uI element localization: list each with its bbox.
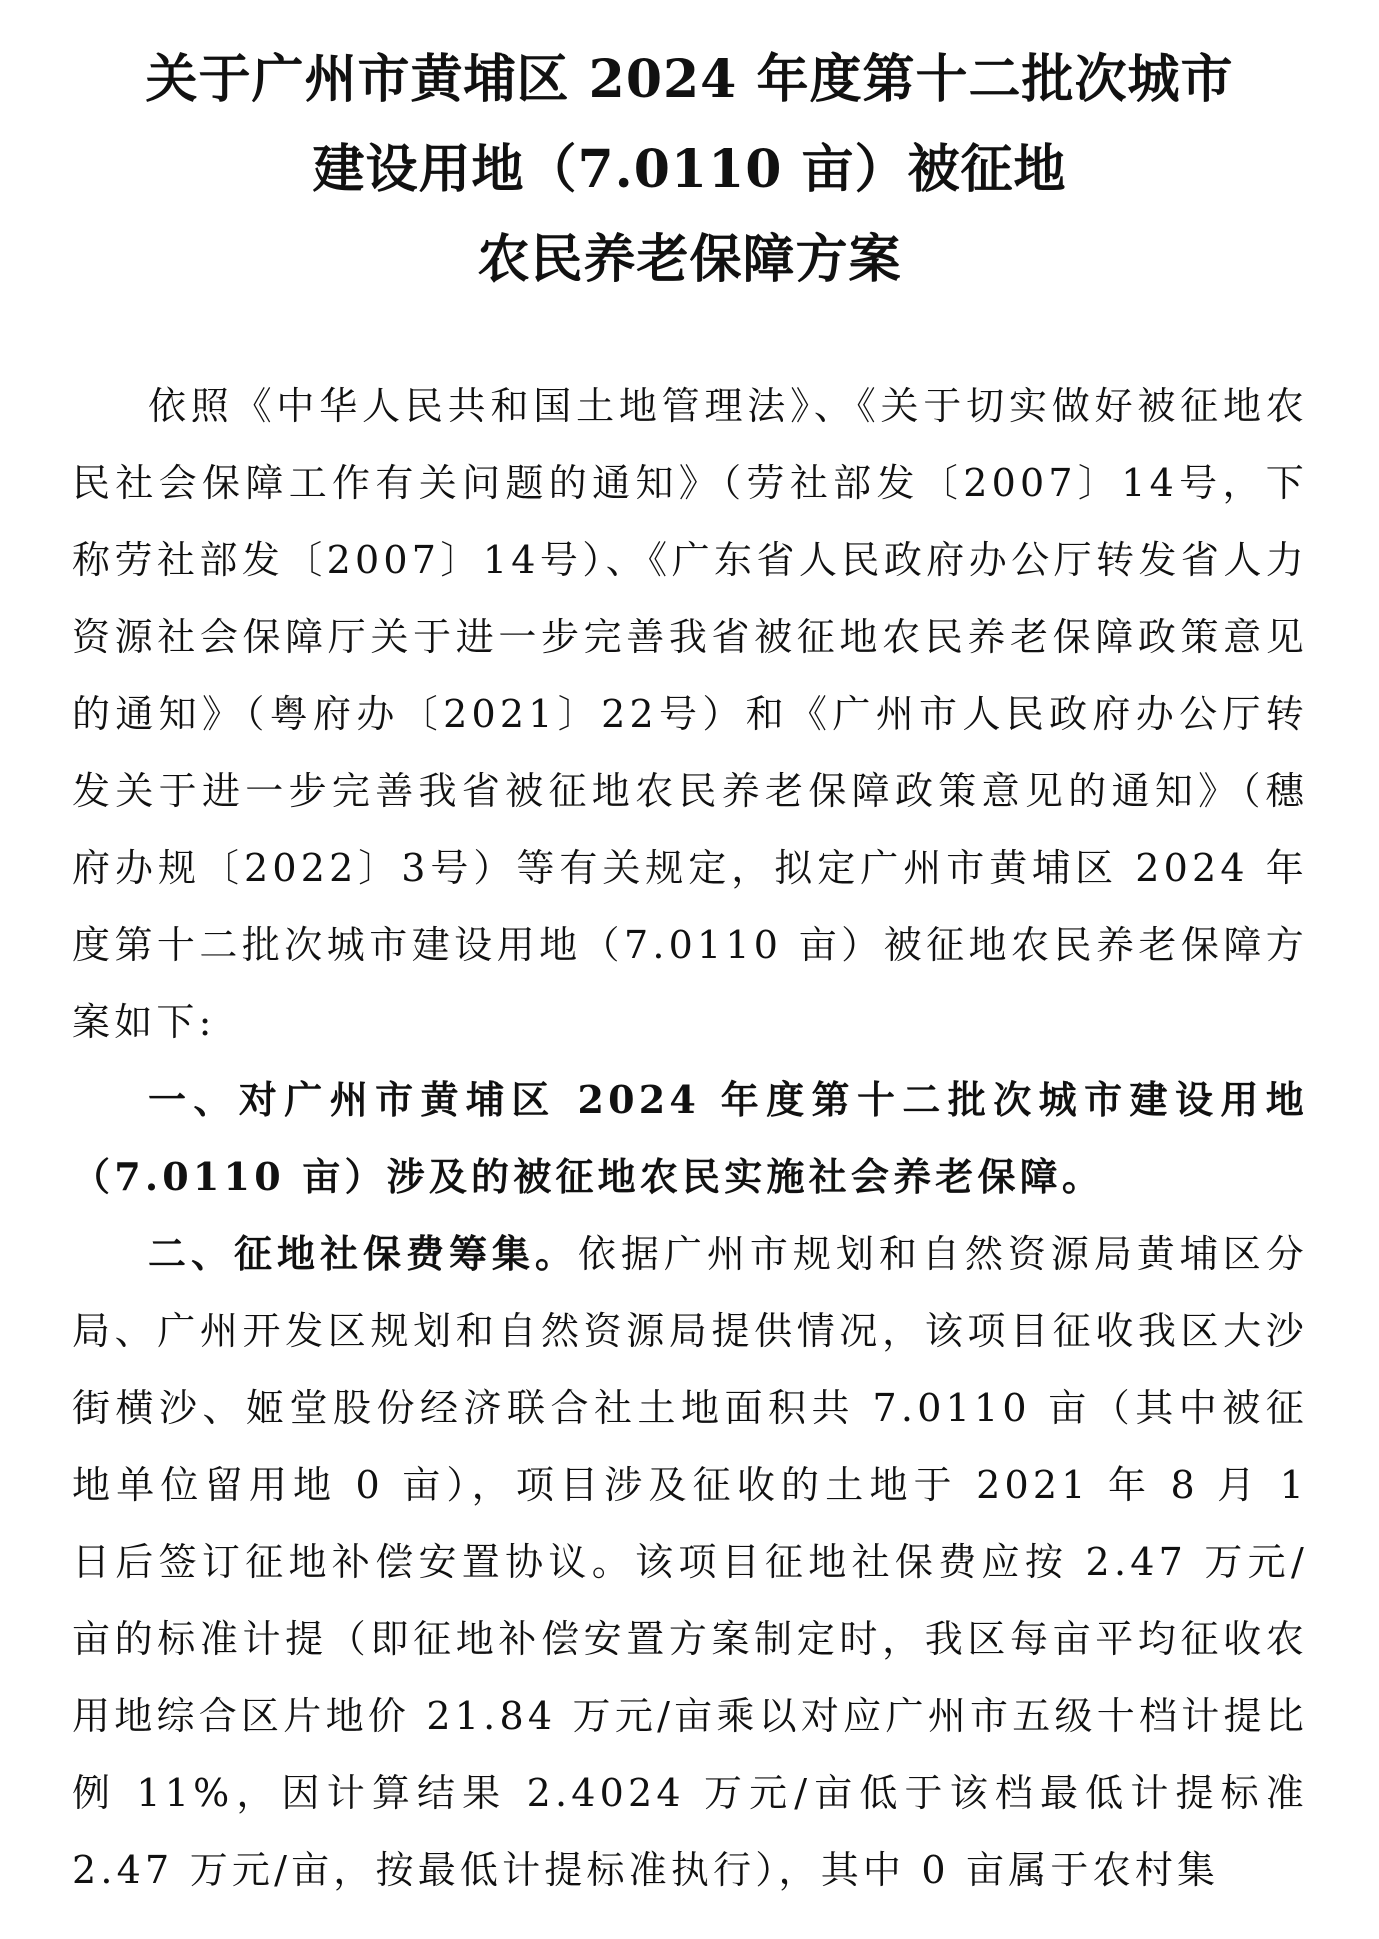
item-one-paragraph: 一、对广州市黄埔区 2024 年度第十二批次城市建设用地（7.0110 亩）涉及的被征地农民实施社会养老保障。 [72,1077,1308,1199]
title-line-3: 农民养老保障方案 [477,229,902,290]
intro-paragraph: 依照《中华人民共和国土地管理法》、《关于切实做好被征地农民社会保障工作有关问题的通知》（劳社部发〔2007〕14号，下称劳社部发〔2007〕14号）、《广东省人民政府办公厅转发省人力资源社会保障厅关于进一步完善我省被征地农民养老保障政策意见的通知》（粤府办〔2021〕22号）和《广州市人民政府办公厅转发关于进一步完善我省被征地农民养老保障政策意见的通知》（穗府办规〔2022〕3号）等有关规定，拟定广州市黄埔区 2024 年度第十二批次城市建设用地（7.0110 亩）被征地农民养老保障方案如下: [72,384,1308,1044]
document-title [0,35,1379,305]
title-line-1: 关于广州市黄埔区 2024 年度第十二批次城市 [145,49,1234,110]
title-line-2: 建设用地（7.0110 亩）被征地 [312,139,1067,200]
item-two-text: 依据广州市规划和自然资源局黄埔区分局、广州开发区规划和自然资源局提供情况，该项目征收我区大沙街横沙、姬堂股份经济联合社土地面积共 7.0110 亩（其中被征地单位留用地 0 亩），项目涉及征收的土地于 2021 年 8 月 1 日后签订征地补偿安置协议。该项目征地社保费应按 2.47 万元/亩的标准计提（即征地补偿安置方案制定时，我区每亩平均征收农用地综合区片地价 21.84 万元/亩乘以对应广州市五级十档计提比例 11%，因计算结果 2.4024 万元/亩低于该档最低计提标准 2.47 万元/亩，按最低计提标准执行），其中 0 亩属于农村集 [72,1232,1308,1892]
item-two-paragraph [72,1215,1308,1909]
item-two-heading: 二、征地社保费筹集。 [148,1231,578,1276]
document-body [72,368,1308,1909]
